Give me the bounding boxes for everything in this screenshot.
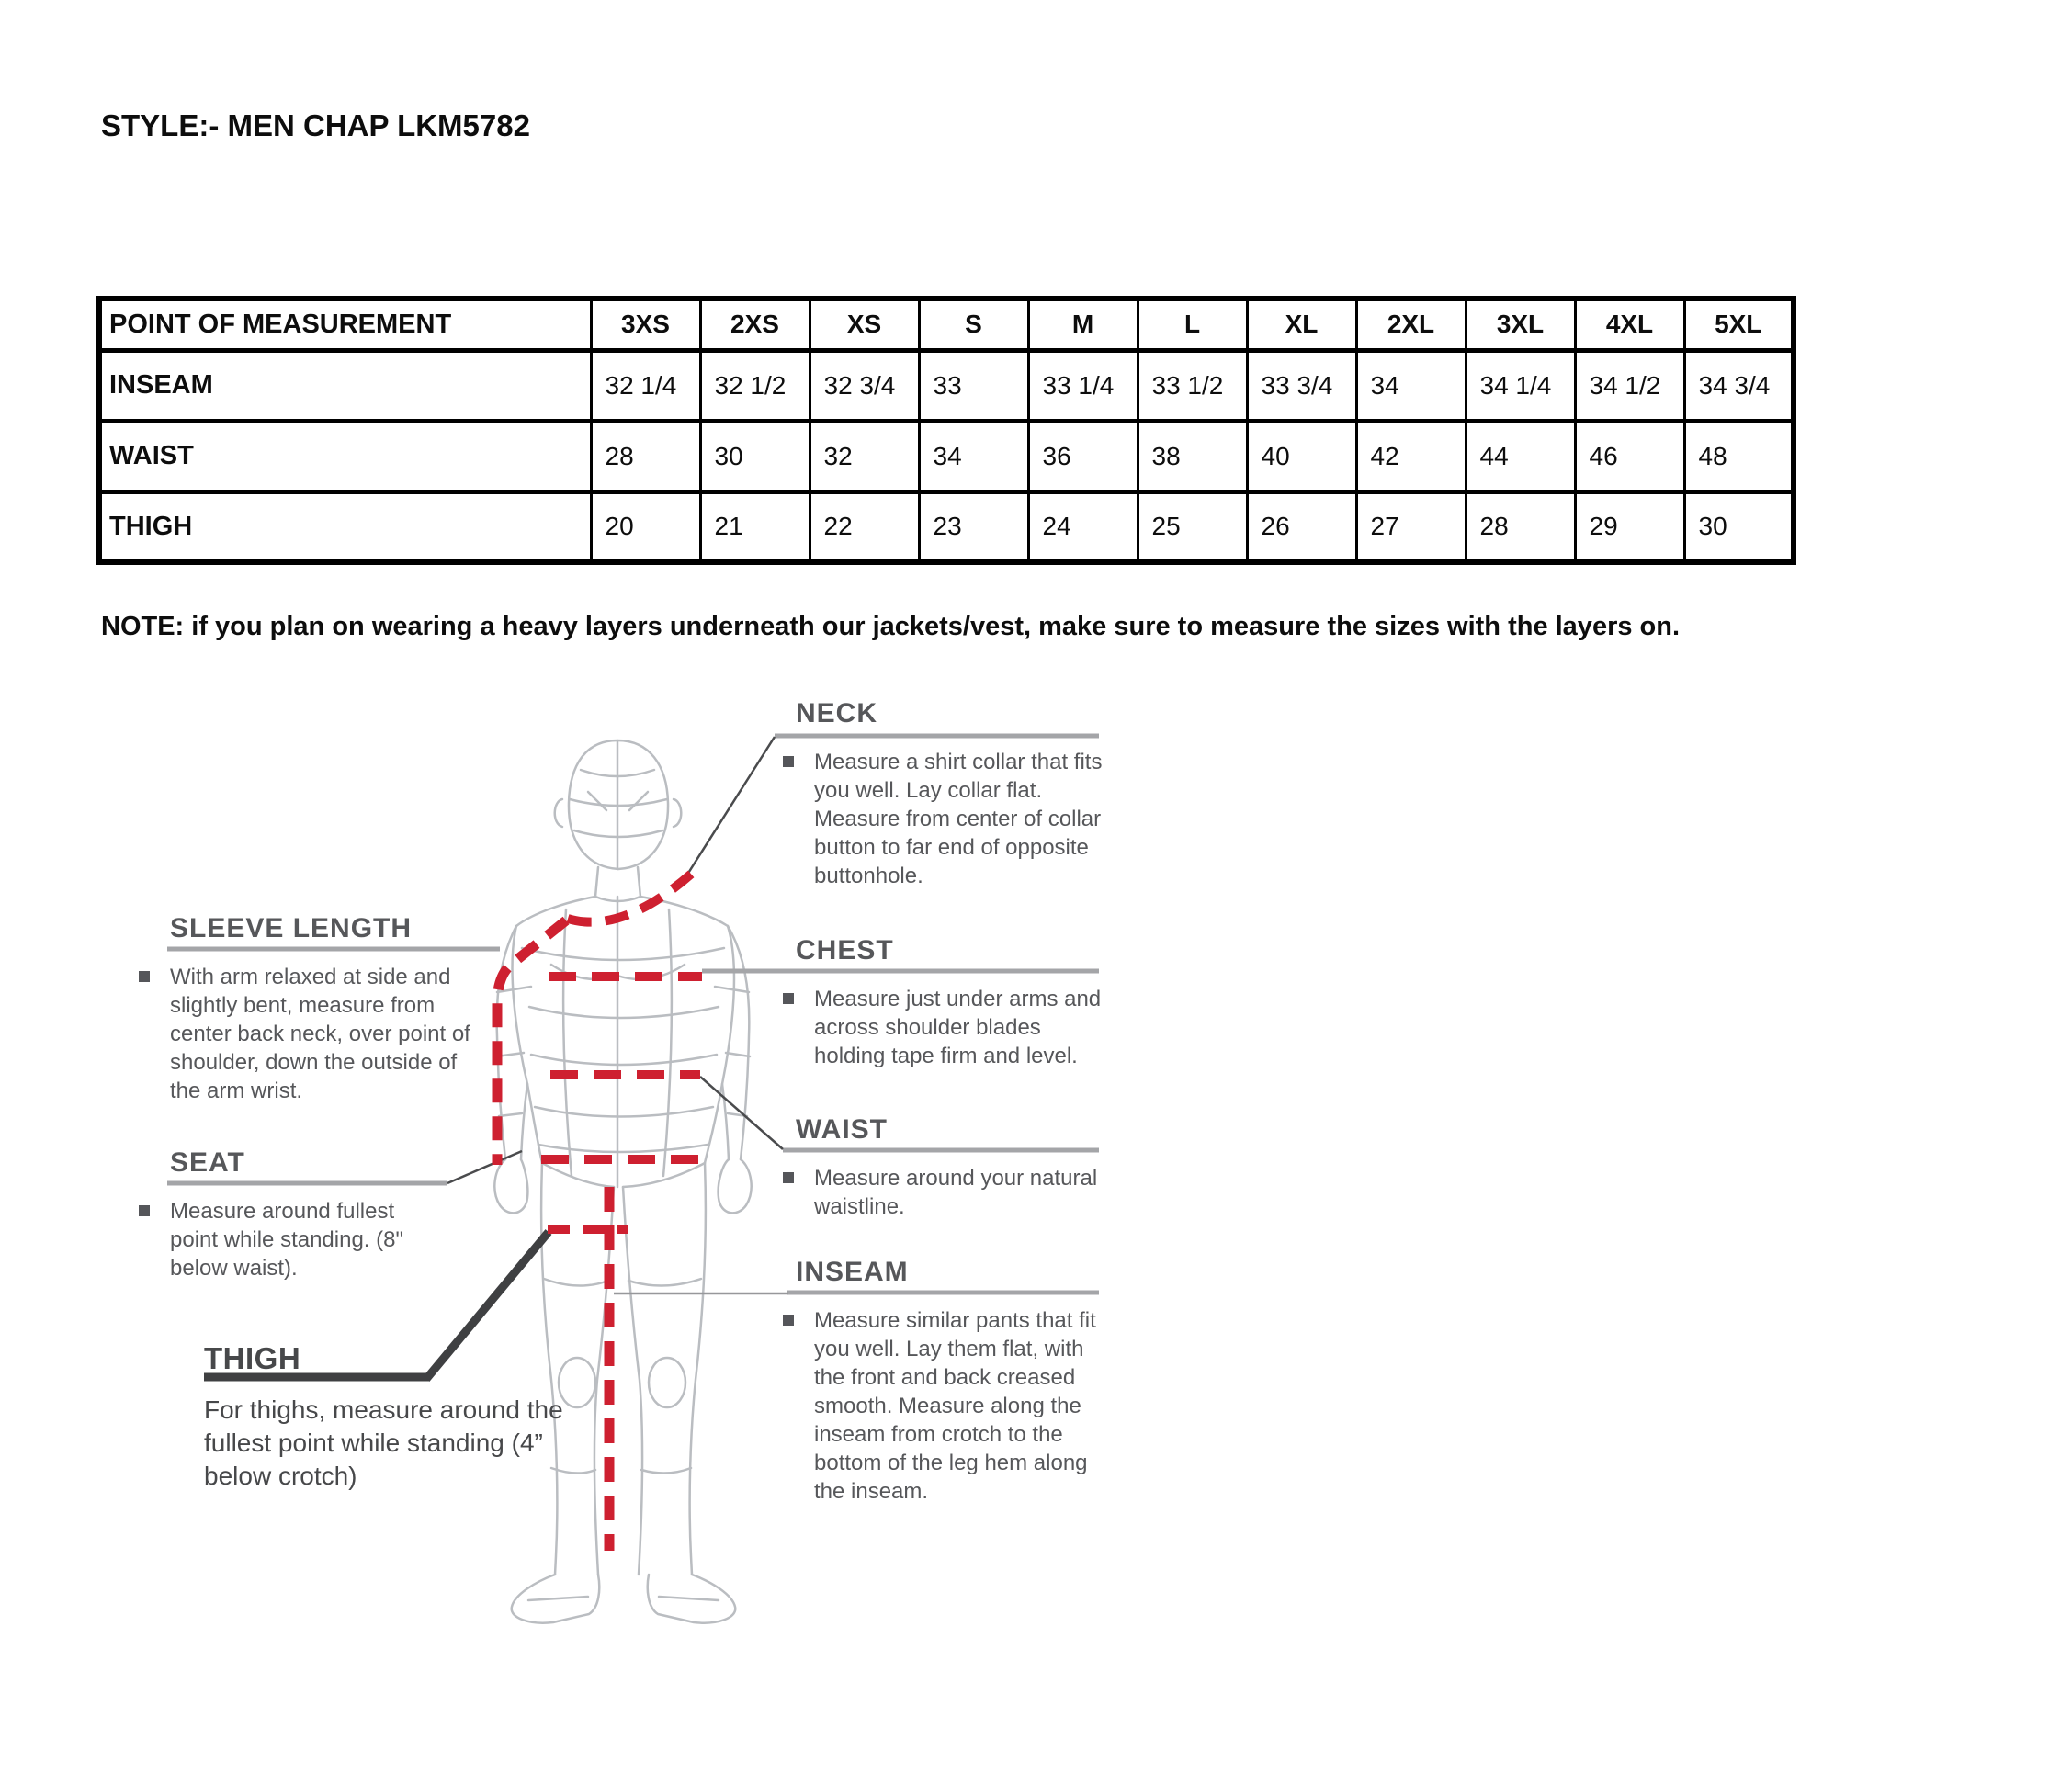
col-header-2xs: 2XS (700, 299, 810, 350)
cell: 42 (1356, 421, 1466, 491)
bullet-icon (783, 1315, 794, 1326)
col-header-xs: XS (810, 299, 919, 350)
seat-instructions: Measure around fullest point while standing. (8" below waist). (170, 1199, 404, 1281)
neck-heading: NECK (796, 698, 878, 728)
table-row-waist (99, 421, 1794, 491)
thigh-instructions: For thighs, measure around the fullest point while standing (4” below crotch) (204, 1395, 563, 1490)
cell: 34 (919, 421, 1028, 491)
cell: 32 (810, 421, 919, 491)
cell: 21 (700, 491, 810, 562)
bullet-icon (139, 971, 150, 982)
bullet-icon (783, 756, 794, 767)
page-title: STYLE:- MEN CHAP LKM5782 (101, 108, 530, 142)
cell: 44 (1466, 421, 1575, 491)
cell: 32 3/4 (810, 350, 919, 421)
cell: 48 (1684, 421, 1794, 491)
neck-section (783, 698, 1114, 890)
cell: 29 (1575, 491, 1684, 562)
neck-connector (687, 737, 775, 875)
neck-measure-line (568, 871, 695, 922)
thigh-heading: THIGH (204, 1341, 301, 1375)
cell: 28 (591, 421, 700, 491)
col-header-3xl: 3XL (1466, 299, 1575, 350)
cell: 34 (1356, 350, 1466, 421)
chest-section (783, 935, 1114, 1070)
table-row-inseam (99, 350, 1794, 421)
row-label: WAIST (99, 421, 591, 491)
neck-instructions: Measure a shirt collar that fits you well. Lay collar flat. Measure from center of collar button to far end of opposite buttonhole. (814, 750, 1103, 888)
col-header-l: L (1138, 299, 1247, 350)
cell: 22 (810, 491, 919, 562)
col-header-point-of-measurement: POINT OF MEASUREMENT (99, 299, 591, 350)
cell: 33 (919, 350, 1028, 421)
col-header-s: S (919, 299, 1028, 350)
cell: 33 1/4 (1028, 350, 1138, 421)
cell: 30 (1684, 491, 1794, 562)
waist-instructions: Measure around your natural waistline. (814, 1166, 1098, 1219)
row-label: INSEAM (99, 350, 591, 421)
table-row-thigh (99, 491, 1794, 562)
sleeve-length-section (139, 913, 481, 1105)
cell: 20 (591, 491, 700, 562)
cell: 34 3/4 (1684, 350, 1794, 421)
cell: 23 (919, 491, 1028, 562)
cell: 24 (1028, 491, 1138, 562)
cell: 46 (1575, 421, 1684, 491)
cell: 27 (1356, 491, 1466, 562)
cell: 33 3/4 (1247, 350, 1356, 421)
inseam-heading: INSEAM (796, 1257, 909, 1287)
waist-section (783, 1114, 1114, 1221)
cell: 36 (1028, 421, 1138, 491)
bullet-icon (783, 993, 794, 1004)
inseam-section (783, 1257, 1114, 1506)
seat-connector (447, 1151, 522, 1183)
row-label: THIGH (99, 491, 591, 562)
cell: 26 (1247, 491, 1356, 562)
cell: 32 1/2 (700, 350, 810, 421)
chest-instructions: Measure just under arms and across shoulder blades holding tape firm and level. (814, 987, 1102, 1068)
sleeve-measure-line (497, 920, 566, 1165)
size-table (96, 296, 1796, 565)
col-header-2xl: 2XL (1356, 299, 1466, 350)
cell: 30 (700, 421, 810, 491)
cell: 25 (1138, 491, 1247, 562)
table-header-row (99, 299, 1794, 350)
seat-section (139, 1147, 427, 1282)
waist-heading: WAIST (796, 1114, 888, 1145)
cell: 32 1/4 (591, 350, 700, 421)
sleeve-length-instructions: With arm relaxed at side and slightly bent, measure from center back neck, over point of shoulder, down the outside of the arm wrist. (170, 965, 470, 1103)
col-header-5xl: 5XL (1684, 299, 1794, 350)
col-header-m: M (1028, 299, 1138, 350)
cell: 40 (1247, 421, 1356, 491)
col-header-4xl: 4XL (1575, 299, 1684, 350)
chest-heading: CHEST (796, 935, 894, 966)
cell: 38 (1138, 421, 1247, 491)
waist-connector (700, 1077, 783, 1149)
col-header-3xs: 3XS (591, 299, 700, 350)
cell: 34 1/2 (1575, 350, 1684, 421)
sleeve-length-heading: SLEEVE LENGTH (170, 913, 413, 943)
inseam-instructions: Measure similar pants that fit you well. Lay them flat, with the front and back creased smooth. Measure along the inseam from crotch to the bottom of the leg hem along the inseam. (814, 1308, 1096, 1504)
cell: 33 1/2 (1138, 350, 1247, 421)
bullet-icon (783, 1172, 794, 1183)
col-header-xl: XL (1247, 299, 1356, 350)
seat-heading: SEAT (170, 1147, 245, 1178)
cell: 28 (1466, 491, 1575, 562)
bullet-icon (139, 1205, 150, 1216)
cell: 34 1/4 (1466, 350, 1575, 421)
note-text: NOTE: if you plan on wearing a heavy layers underneath our jackets/vest, make sure to measure the sizes with the layers on. (101, 612, 1681, 641)
thigh-section (204, 1341, 572, 1493)
